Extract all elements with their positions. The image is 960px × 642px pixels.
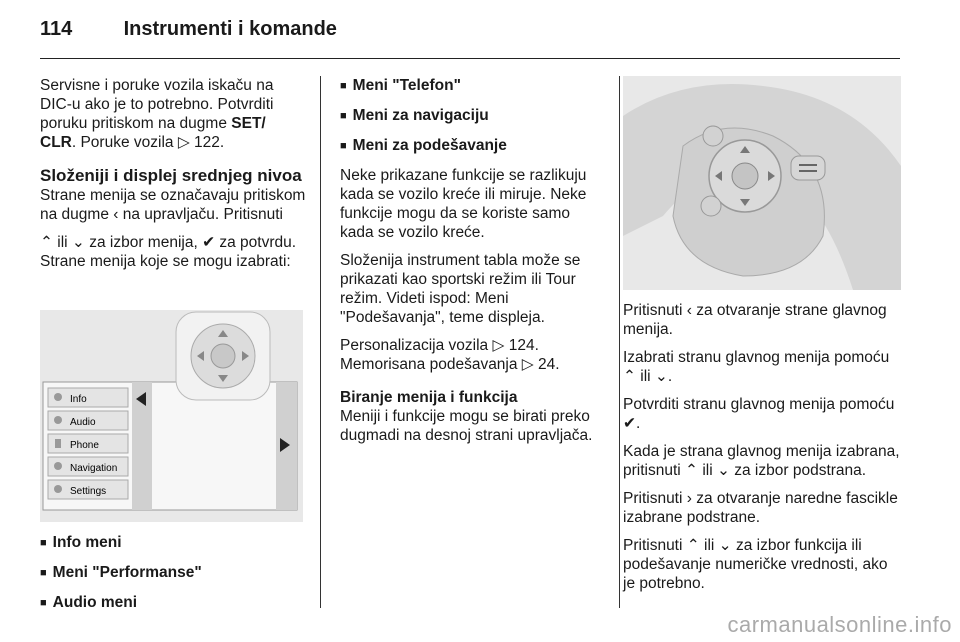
paragraph: Pritisnuti › za otvaranje naredne fascikle izabrane podstrane. [623, 490, 898, 526]
list-item: ■ Info meni [40, 533, 306, 554]
page-number: 114 [40, 18, 73, 40]
column-divider [320, 76, 321, 608]
paragraph: Personalizacija vozila ▷ 124. Memorisana podešavanja ▷ 24. [340, 337, 560, 373]
display-illustration [40, 310, 303, 522]
paragraph: Potvrditi stranu glavnog menija pomoću ✔. [623, 396, 895, 432]
list-item: ■ Audio meni [40, 593, 306, 614]
section-heading: Složeniji i displej srednjeg nivoa [40, 166, 302, 185]
intro-paragraph: Servisne i poruke vozila iskaču na DIC-u ako je to potrebno. Potvrditi poruku pritiskom na dugme SET/ CLR. Poruke vozila ▷ 122. [40, 77, 274, 151]
menu-item-phone: Phone [70, 440, 99, 451]
watermark: carmanualsonline.info [727, 612, 952, 637]
paragraph: Strane menija se označavaju pritiskom na dugme ‹ na upravljaču. Pritisnuti [40, 187, 306, 223]
column-1 [40, 76, 306, 280]
header-rule [40, 58, 900, 59]
paragraph: Složenija instrument tabla može se prikazati kao sportski režim ili Tour režim. Videti ispod: Meni "Podešavanja", teme displeja. [340, 252, 581, 326]
page-header [40, 18, 337, 41]
list-item: ■ Meni za podešavanje [340, 136, 606, 157]
paragraph: ⌃ ili ⌄ za izbor menija, ✔ za potvrdu. Strane menija koje se mogu izabrati: [40, 234, 297, 270]
list-item: ■ Meni "Performanse" [40, 563, 306, 584]
page-title: Instrumenti i komande [123, 18, 337, 40]
paragraph: Izabrati stranu glavnog menija pomoću ⌃ ili ⌄. [623, 349, 890, 385]
menu-list [48, 388, 128, 499]
menu-item-navigation: Navigation [70, 463, 118, 474]
menu-item-audio: Audio [70, 417, 96, 428]
steering-wheel-illustration [623, 76, 901, 290]
paragraph: Kada je strana glavnog menija izabrana, pritisnuti ⌃ ili ⌄ za izbor podstrana. [623, 443, 900, 479]
paragraph: Meniji i funkcije mogu se birati preko dugmadi na desnoj strani upravljača. [340, 408, 593, 444]
paragraph: Pritisnuti ⌃ ili ⌄ za izbor funkcija ili podešavanje numeričke vrednosti, ako je potrebno. [623, 537, 888, 592]
menu-item-settings: Settings [70, 486, 107, 497]
column-2 [340, 76, 606, 454]
paragraph: Neke prikazane funkcije se razlikuju kada se vozilo kreće ili miruje. Neke funkcije mogu da se koriste samo kada se vozilo kreće. [340, 167, 587, 241]
bullet-list-1 [40, 533, 306, 623]
menu-item-info: Info [70, 394, 87, 405]
section-heading: Biranje menija i funkcija [340, 389, 518, 406]
column-3 [623, 301, 901, 602]
list-item: ■ Meni za navigaciju [340, 106, 606, 127]
paragraph: Pritisnuti ‹ za otvaranje strane glavnog menija. [623, 302, 887, 338]
column-divider [619, 76, 620, 608]
list-item: ■ Meni "Telefon" [340, 76, 606, 97]
control-pad-icon [176, 312, 270, 400]
